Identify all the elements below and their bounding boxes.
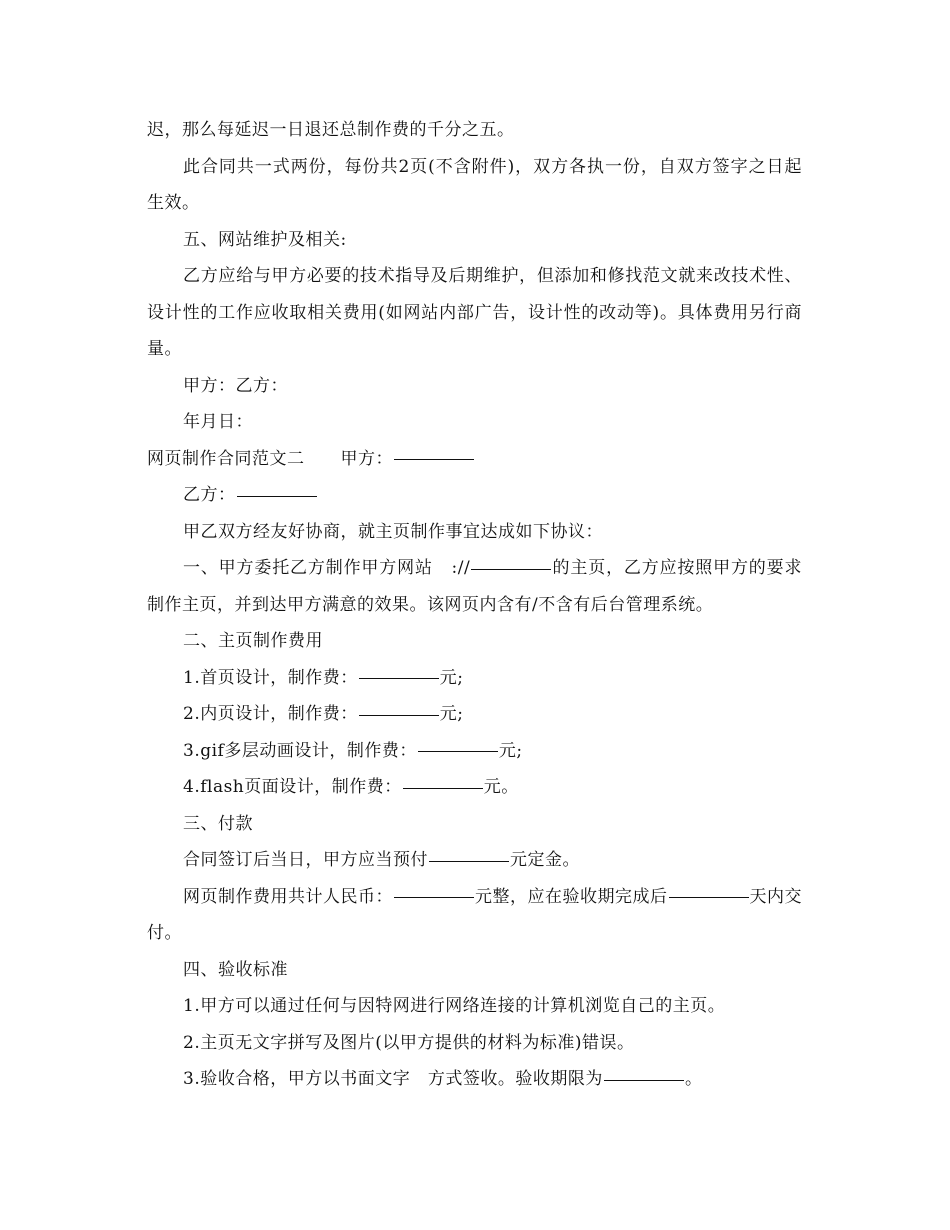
- party-b-line: [147, 477, 802, 514]
- paragraph-delay-penalty: 迟，那么每延迟一日退还总制作费的千分之五。: [147, 120, 515, 140]
- fee-flash-unit: 元。: [483, 777, 519, 797]
- total-mid: 元整，应在验收期完成后: [475, 886, 668, 907]
- clause-one-end: 的主页，乙方应按照甲方的要求制作主页，并到达甲方满意的效果。该网页内含有/不含有后台管理系统。: [147, 558, 802, 615]
- signature-parties: 甲方：乙方：: [183, 375, 288, 396]
- fee-homepage: [147, 660, 802, 697]
- payment-total: [147, 879, 802, 952]
- fee-flash-blank: [403, 787, 483, 789]
- deposit-label: 合同签订后当日，甲方应当预付: [183, 850, 428, 870]
- paragraph-maintenance: 乙方应给与甲方必要的技术指导及后期维护，但添加和修找范文就来改技术性、设计性的工作应收取相关费用(如网站内部广告，设计性的改动等)。具体费用另行商量。: [147, 266, 802, 359]
- deposit-blank: [429, 860, 509, 862]
- fee-innerpage-unit: 元;: [439, 704, 464, 724]
- fee-innerpage: [147, 696, 802, 733]
- fee-homepage-unit: 元;: [439, 667, 464, 688]
- clause-one-start: 一、甲方委托乙方制作甲方网站 ://: [183, 558, 471, 578]
- fee-homepage-blank: [359, 677, 439, 679]
- party-b-blank: [237, 495, 317, 497]
- total-blank: [394, 896, 474, 898]
- acceptance-item-3-end: 。: [684, 1069, 703, 1089]
- fee-homepage-label: 1.首页设计，制作费：: [183, 667, 358, 688]
- fee-gif-blank: [418, 750, 498, 752]
- contract-page: [147, 112, 802, 1098]
- contract-title: 网页制作合同范文二: [147, 448, 305, 469]
- party-b-label: 乙方：: [183, 485, 236, 505]
- total-label: 网页制作费用共计人民币：: [183, 886, 393, 907]
- acceptance-item-1: 1.甲方可以通过任何与因特网进行网络连接的计算机浏览自己的主页。: [183, 996, 726, 1016]
- signature-date: 年月日：: [183, 412, 253, 432]
- deposit-unit: 元定金。: [510, 850, 580, 870]
- acceptance-item-2: 2.主页无文字拼写及图片(以甲方提供的材料为标准)错误。: [183, 1032, 635, 1053]
- days-blank: [669, 896, 749, 898]
- fee-flash-label: 4.flash页面设计，制作费：: [183, 777, 402, 797]
- heading-fees: 二、主页制作费用: [183, 631, 323, 651]
- clause-one: [147, 550, 802, 623]
- website-blank: [471, 568, 551, 570]
- acceptance-period-blank: [604, 1079, 684, 1081]
- acceptance-item-3-text: 3.验收合格，甲方以书面文字 方式签收。验收期限为: [183, 1069, 603, 1089]
- paragraph-agreement: 甲乙双方经友好协商，就主页制作事宜达成如下协议：: [183, 521, 603, 542]
- party-a-blank: [394, 458, 474, 460]
- acceptance-item-3: [147, 1061, 802, 1098]
- fee-gif: [147, 733, 802, 770]
- fee-innerpage-label: 2.内页设计，制作费：: [183, 704, 358, 724]
- party-a-label: 甲方：: [340, 448, 393, 469]
- heading-acceptance: 四、验收标准: [183, 959, 288, 980]
- contract-title-line: [147, 441, 802, 478]
- heading-payment: 三、付款: [183, 813, 253, 834]
- fee-flash: [147, 769, 802, 806]
- fee-gif-unit: 元;: [498, 740, 523, 761]
- payment-deposit: [147, 842, 802, 879]
- fee-innerpage-blank: [359, 714, 439, 716]
- paragraph-copies: 此合同共一式两份，每份共2页(不含附件)，双方各执一份，自双方签字之日起生效。: [147, 156, 802, 213]
- heading-maintenance: 五、网站维护及相关:: [183, 229, 347, 250]
- fee-gif-label: 3.gif多层动画设计，制作费：: [183, 740, 417, 761]
- total-end: 天内交付。: [147, 886, 802, 943]
